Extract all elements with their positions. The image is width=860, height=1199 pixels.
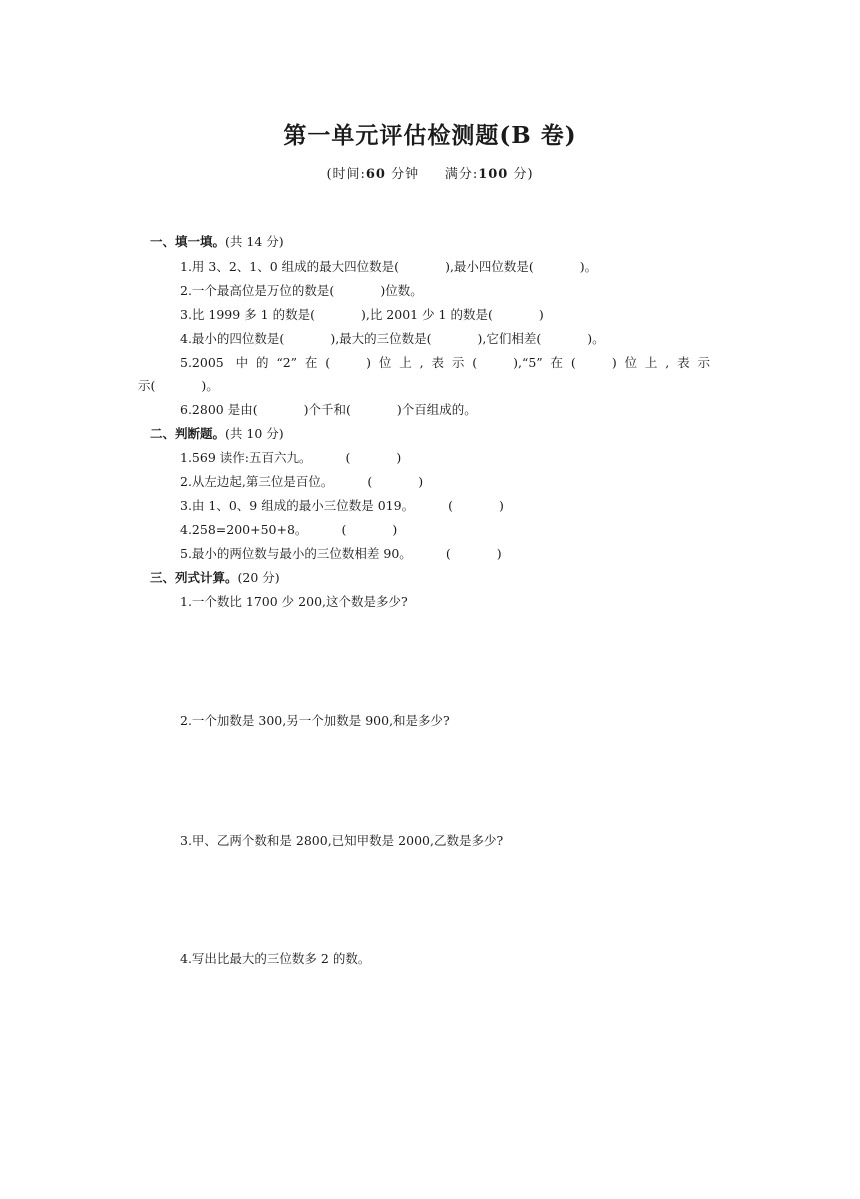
fill-question-5: 5.2005 中的“2”在( )位上,表示( ),“5”在( )位上,表示 — [180, 355, 710, 370]
judge-question-5: 5.最小的两位数与最小的三位数相差 90。 ( ) — [180, 546, 502, 561]
score-label: 满分: — [444, 167, 479, 182]
fill-question-2: 2.一个最高位是万位的数是( )位数。 — [180, 283, 423, 298]
time-label: (时间: — [326, 167, 366, 182]
calc-question-2: 2.一个加数是 300,另一个加数是 900,和是多少? — [180, 713, 450, 728]
fill-question-3: 3.比 1999 多 1 的数是( ),比 2001 少 1 的数是( ) — [180, 307, 544, 322]
fill-question-1: 1.用 3、2、1、0 组成的最大四位数是( ),最小四位数是( )。 — [180, 259, 598, 274]
calc-question-3: 3.甲、乙两个数和是 2800,已知甲数是 2000,乙数是多少? — [180, 833, 504, 848]
section-heading-calc: 三、列式计算。(20 分) — [150, 570, 280, 585]
time-unit: 分钟 — [391, 167, 420, 182]
calc-question-1: 1.一个数比 1700 少 200,这个数是多少? — [180, 594, 408, 609]
judge-question-1: 1.569 读作:五百六九。 ( ) — [180, 450, 402, 465]
judge-question-2: 2.从左边起,第三位是百位。 ( ) — [180, 474, 424, 489]
page-title: 第一单元评估检测题(B 卷) — [283, 122, 577, 149]
score-value: 100 — [478, 167, 509, 182]
fill-question-4: 4.最小的四位数是( ),最大的三位数是( ),它们相差( )。 — [180, 331, 605, 346]
judge-question-3: 3.由 1、0、9 组成的最小三位数是 019。 ( ) — [180, 498, 504, 513]
time-value: 60 — [365, 167, 386, 182]
section-heading-judge: 二、判断题。(共 10 分) — [150, 426, 284, 441]
section-heading-fill: 一、填一填。(共 14 分) — [150, 234, 284, 249]
fill-question-6: 6.2800 是由( )个千和( )个百组成的。 — [180, 402, 477, 417]
exam-info — [0, 163, 860, 182]
judge-question-4: 4.258=200+50+8。 ( ) — [180, 522, 398, 537]
calc-question-4: 4.写出比最大的三位数多 2 的数。 — [180, 951, 371, 966]
fill-question-5-continued: 示( )。 — [138, 378, 219, 393]
score-unit: 分) — [513, 167, 534, 182]
